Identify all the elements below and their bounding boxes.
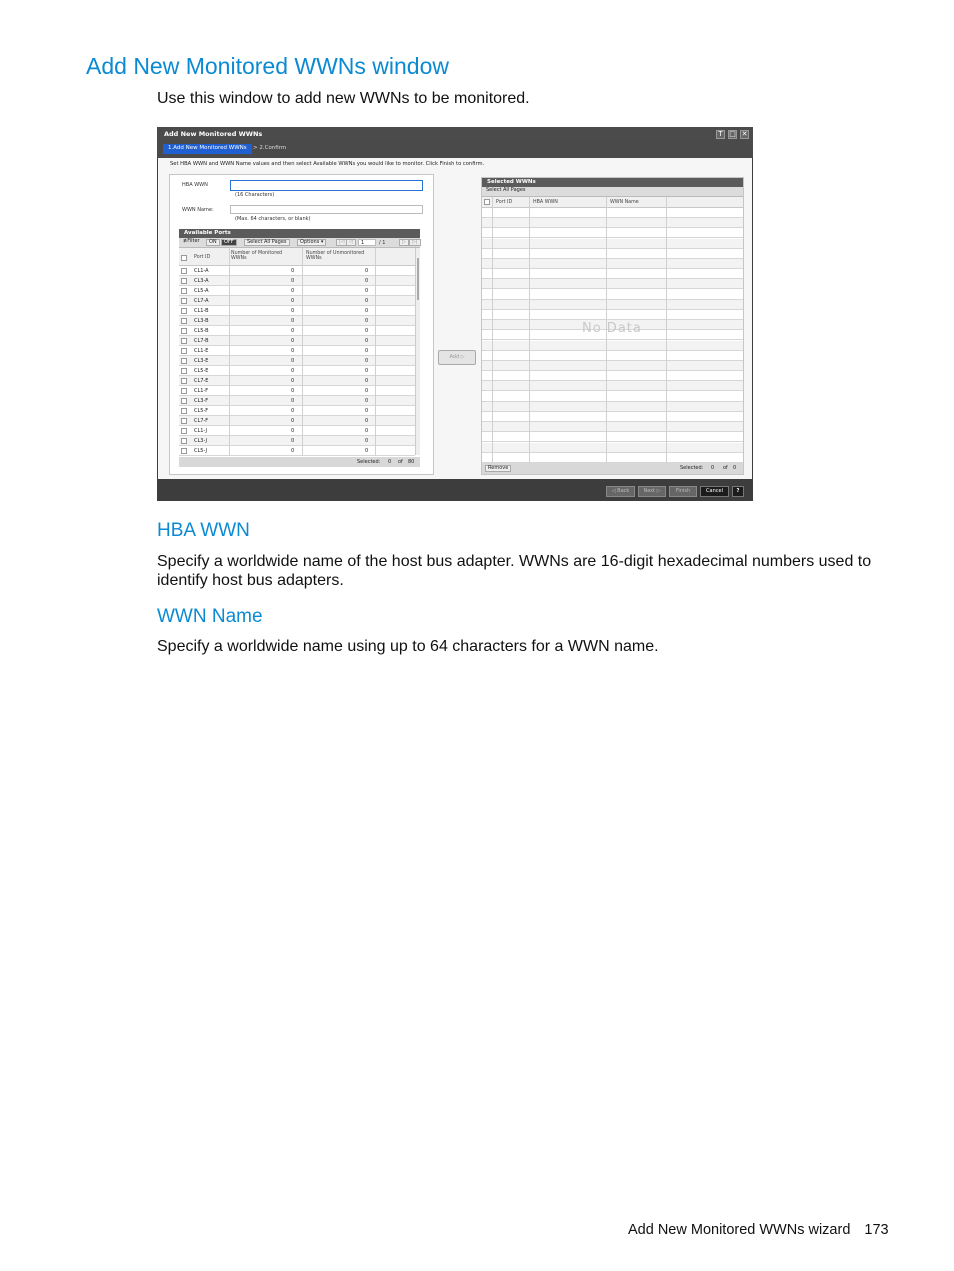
add-wwns-window-screenshot [157,127,753,501]
empty-row [482,361,743,371]
col-selected-port-id: Port ID [496,200,513,205]
col-monitored-wwns: Number of Monitored WWNs [231,251,283,261]
row-checkbox[interactable] [181,298,187,304]
empty-row [482,453,743,463]
available-selected-count: 0 [388,459,392,465]
selected-selected-count: 0 [711,465,715,471]
cell-unmonitored: 0 [365,378,369,384]
last-page-icon[interactable]: ▷| [409,239,421,246]
empty-row [482,392,743,402]
cell-monitored: 0 [291,408,295,414]
cell-port-id: CL1-B [194,308,209,314]
row-checkbox[interactable] [181,388,187,394]
select-all-pages-button[interactable]: Select All Pages [244,239,290,246]
col-port-id: Port ID [194,255,211,260]
table-row[interactable] [179,276,415,286]
empty-row [482,351,743,361]
cell-port-id: CL3-B [194,318,209,324]
row-checkbox[interactable] [181,358,187,364]
cell-monitored: 0 [291,268,295,274]
empty-row [482,381,743,391]
selected-wwns-title: Selected WWNs [487,179,536,185]
row-checkbox[interactable] [181,418,187,424]
available-ports-scrollbar[interactable] [415,248,420,455]
available-of-label: of [398,459,403,465]
cell-unmonitored: 0 [365,328,369,334]
table-row[interactable] [179,326,415,336]
cell-unmonitored: 0 [365,358,369,364]
cell-monitored: 0 [291,328,295,334]
selected-wwns-columns [482,197,743,208]
footer-label: Add New Monitored WWNs wizard [628,1222,851,1238]
page-footer [628,1222,889,1238]
cell-unmonitored: 0 [365,288,369,294]
cell-monitored: 0 [291,358,295,364]
cell-port-id: CL1-A [194,268,209,274]
cell-port-id: CL1-J [194,428,208,434]
empty-row [482,432,743,442]
cell-monitored: 0 [291,438,295,444]
close-icon[interactable]: ✕ [741,130,748,138]
table-row[interactable] [179,426,415,436]
back-button[interactable]: ◁ Back [606,486,635,497]
finish-button[interactable]: Finish [669,486,697,497]
intro-text: Use this window to add new WWNs to be monitored. [157,90,530,107]
cell-port-id: CL3-J [194,438,208,444]
cell-unmonitored: 0 [365,348,369,354]
cell-unmonitored: 0 [365,398,369,404]
table-row[interactable] [179,446,415,456]
cancel-button[interactable]: Cancel [700,486,729,497]
hba-wwn-hint: (16 Characters) [235,192,275,198]
cell-port-id: CL3-E [194,358,209,364]
wwn-name-hint: (Max. 64 characters, or blank) [235,216,311,222]
cell-port-id: CL3-A [194,278,209,284]
table-row[interactable] [179,356,415,366]
cell-unmonitored: 0 [365,298,369,304]
table-row[interactable] [179,396,415,406]
empty-row [482,228,743,238]
cell-unmonitored: 0 [365,438,369,444]
cell-monitored: 0 [291,368,295,374]
table-row[interactable] [179,286,415,296]
row-checkbox[interactable] [181,338,187,344]
empty-row [482,290,743,300]
wwn-name-input[interactable] [230,205,423,214]
row-checkbox[interactable] [181,378,187,384]
cell-unmonitored: 0 [365,388,369,394]
table-row[interactable] [179,296,415,306]
section-heading-hba-wwn: HBA WWN [157,520,250,541]
cell-monitored: 0 [291,378,295,384]
page-number-input[interactable]: 1 [358,239,376,246]
cell-port-id: CL5-E [194,368,209,374]
empty-row [482,249,743,259]
empty-row [482,300,743,310]
page-count: / 1 [379,240,386,246]
filter-off-toggle[interactable]: OFF [221,239,237,246]
table-row[interactable] [179,416,415,426]
available-ports-title: Available Ports [184,230,231,236]
selected-wwns-header [482,178,743,187]
cell-port-id: CL1-F [194,388,209,394]
cell-unmonitored: 0 [365,268,369,274]
page-number: 173 [864,1222,889,1238]
table-row[interactable] [179,306,415,316]
col-selected-hba-wwn: HBA WWN [533,200,558,205]
cell-port-id: CL7-F [194,418,209,424]
selected-selected-label: Selected: [680,465,704,471]
empty-row [482,310,743,320]
table-row[interactable] [179,366,415,376]
cell-port-id: CL3-F [194,398,209,404]
table-row[interactable] [179,386,415,396]
wizard-steps [157,141,753,158]
cell-port-id: CL5-J [194,448,208,454]
no-data-message: No Data [582,321,642,336]
row-checkbox[interactable] [181,428,187,434]
cell-monitored: 0 [291,428,295,434]
section-heading-wwn-name: WWN Name [157,606,263,627]
row-checkbox[interactable] [181,328,187,334]
window-titlebar [157,127,753,141]
maximize-icon[interactable]: □ [729,130,736,138]
cell-port-id: CL5-A [194,288,209,294]
selected-select-all-pages[interactable]: Select All Pages [486,187,526,193]
empty-row [482,412,743,422]
table-row[interactable] [179,406,415,416]
cell-monitored: 0 [291,388,295,394]
wwn-name-label: WWN Name: [182,207,214,213]
empty-row [482,279,743,289]
cell-unmonitored: 0 [365,448,369,454]
row-checkbox[interactable] [181,308,187,314]
selected-select-all-checkbox[interactable] [484,199,490,205]
pin-icon[interactable]: T [716,130,725,139]
available-total: 80 [408,459,415,465]
options-dropdown[interactable]: Options ▾ [297,239,326,246]
available-ports-header [179,229,420,238]
col-selected-wwn-name: WWN Name [610,200,639,205]
selected-wwns-toolbar [482,187,743,197]
cell-port-id: CL7-E [194,378,209,384]
empty-row [482,208,743,218]
hba-wwn-label: HBA WWN [182,182,208,188]
wizard-button-bar [157,479,753,501]
window-title: Add New Monitored WWNs [164,130,263,138]
page-title: Add New Monitored WWNs window [86,53,450,79]
row-checkbox[interactable] [181,318,187,324]
filter-button[interactable]: ≵Filter [183,238,200,244]
prev-page-icon[interactable]: ◁ [346,239,356,246]
section-text-wwn-name: Specify a worldwide name using up to 64 characters for a WWN name. [157,638,659,655]
cell-port-id: CL7-B [194,338,209,344]
filter-on-toggle[interactable]: ON [206,239,220,246]
empty-row [482,341,743,351]
selected-wwns-panel [481,177,744,475]
table-row[interactable] [179,376,415,386]
add-button[interactable]: Add ▷ [438,350,476,365]
table-row[interactable] [179,316,415,326]
cell-unmonitored: 0 [365,278,369,284]
next-button[interactable]: Next ▷ [638,486,666,497]
instruction-text: Set HBA WWN and WWN Name values and then select Available WWNs you would like to monitor. Click Finish to confirm. [170,161,485,167]
cell-port-id: CL7-A [194,298,209,304]
empty-row [482,443,743,453]
table-row[interactable] [179,336,415,346]
empty-row [482,239,743,249]
table-row[interactable] [179,436,415,446]
cell-monitored: 0 [291,338,295,344]
row-checkbox[interactable] [181,438,187,444]
empty-row [482,371,743,381]
cell-monitored: 0 [291,278,295,284]
cell-monitored: 0 [291,348,295,354]
row-checkbox[interactable] [181,288,187,294]
available-selected-label: Selected: [357,459,381,465]
selected-of-label: of [723,465,728,471]
row-checkbox[interactable] [181,368,187,374]
cell-monitored: 0 [291,318,295,324]
row-checkbox[interactable] [181,448,187,454]
row-checkbox[interactable] [181,398,187,404]
row-checkbox[interactable] [181,348,187,354]
cell-monitored: 0 [291,448,295,454]
cell-monitored: 0 [291,398,295,404]
row-checkbox[interactable] [181,278,187,284]
empty-row [482,269,743,279]
remove-button[interactable]: Remove [485,465,511,472]
section-text-hba-wwn: Specify a worldwide name of the host bus adapter. WWNs are 16-digit hexadecimal numbers used to identify host bus adapters. [157,553,872,589]
step-add-wwns: 1.Add New Monitored WWNs [163,144,252,154]
available-ports-columns [179,248,415,266]
empty-row [482,422,743,432]
col-unmonitored-wwns: Number of Unmonitored WWNs [306,251,365,261]
cell-monitored: 0 [291,298,295,304]
cell-unmonitored: 0 [365,318,369,324]
table-row[interactable] [179,346,415,356]
hba-wwn-input[interactable] [230,180,423,191]
help-button[interactable]: ? [732,486,744,497]
selected-wwns-footer [482,463,743,474]
cell-monitored: 0 [291,288,295,294]
cell-port-id: CL5-F [194,408,209,414]
cell-unmonitored: 0 [365,338,369,344]
cell-unmonitored: 0 [365,418,369,424]
available-ports-toolbar [179,238,420,248]
cell-unmonitored: 0 [365,428,369,434]
available-ports-footer [179,457,420,467]
empty-row [482,218,743,228]
cell-monitored: 0 [291,308,295,314]
cell-unmonitored: 0 [365,308,369,314]
selected-total: 0 [733,465,737,471]
cell-unmonitored: 0 [365,408,369,414]
cell-port-id: CL1-E [194,348,209,354]
next-page-icon[interactable]: ▷ [399,239,409,246]
cell-port-id: CL5-B [194,328,209,334]
window-body [158,158,752,479]
cell-unmonitored: 0 [365,368,369,374]
empty-row [482,259,743,269]
row-checkbox[interactable] [181,268,187,274]
empty-row [482,402,743,412]
step-confirm: > 2.Confirm [253,145,287,151]
table-row[interactable] [179,266,415,276]
cell-monitored: 0 [291,418,295,424]
row-checkbox[interactable] [181,408,187,414]
select-all-checkbox[interactable] [181,255,187,261]
first-page-icon[interactable]: |◁ [336,239,348,246]
